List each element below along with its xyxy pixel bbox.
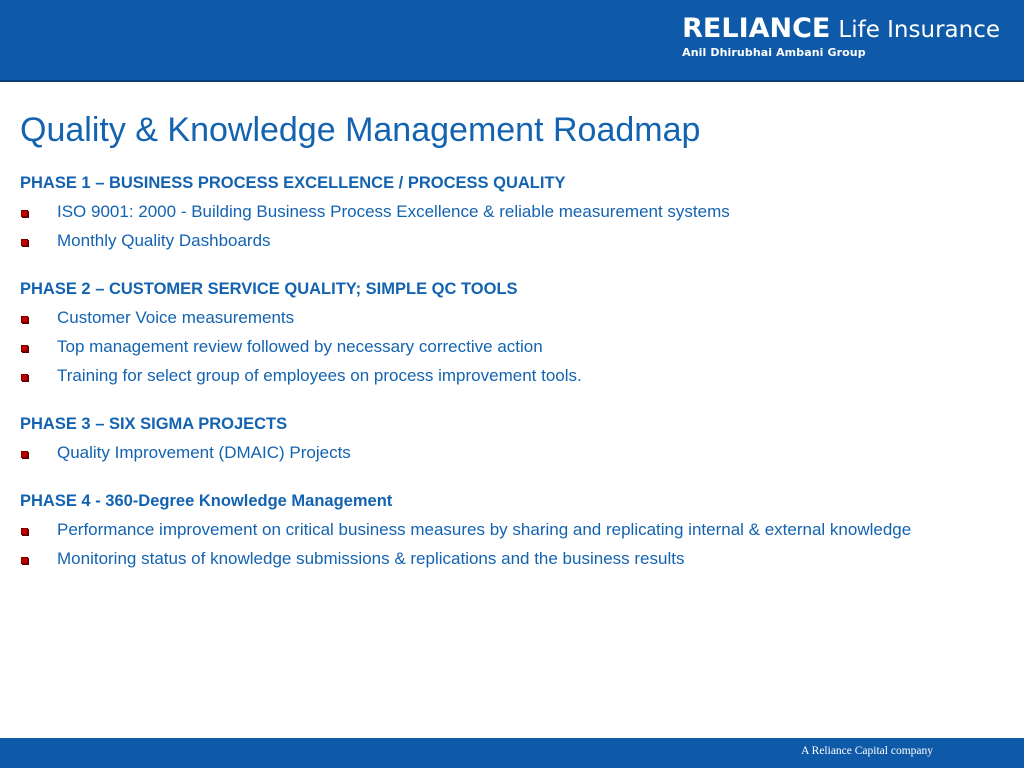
header-band — [0, 0, 1024, 82]
slide-content — [20, 108, 1000, 576]
bullet-list — [20, 200, 1000, 252]
footer-band — [0, 738, 1024, 768]
list-item-text: Quality Improvement (DMAIC) Projects — [57, 443, 351, 462]
square-bullet-icon — [21, 239, 28, 246]
bullet-list — [20, 441, 1000, 464]
phase-3 — [20, 413, 1000, 464]
logo-subtitle: Life Insurance — [838, 17, 1000, 43]
list-item-text: Top management review followed by necessary corrective action — [57, 337, 543, 356]
bullet-list — [20, 306, 1000, 387]
list-item — [20, 518, 1000, 541]
list-item — [20, 200, 1000, 223]
list-item-text: ISO 9001: 2000 - Building Business Process Excellence & reliable measurement systems — [57, 202, 730, 221]
footer-text: A Reliance Capital company — [801, 745, 933, 757]
list-item-text: Customer Voice measurements — [57, 308, 295, 327]
list-item — [20, 306, 1000, 329]
phase-4 — [20, 490, 1000, 570]
logo-group: Anil Dhirubhai Ambani Group — [682, 46, 866, 59]
logo-brand: RELIANCE — [682, 13, 831, 44]
list-item — [20, 229, 1000, 252]
square-bullet-icon — [21, 374, 28, 381]
phase-heading: PHASE 1 – BUSINESS PROCESS EXCELLENCE / PROCESS QUALITY — [20, 174, 566, 192]
logo-main — [682, 14, 1000, 45]
bullet-list — [20, 518, 1000, 570]
phase-1 — [20, 172, 1000, 252]
list-item-text: Training for select group of employees on process improvement tools. — [57, 366, 582, 385]
list-item — [20, 441, 1000, 464]
square-bullet-icon — [21, 316, 28, 323]
list-item-text: Monitoring status of knowledge submissions & replications and the business results — [57, 549, 685, 568]
list-item — [20, 547, 1000, 570]
list-item — [20, 335, 1000, 358]
square-bullet-icon — [21, 210, 28, 217]
square-bullet-icon — [21, 557, 28, 564]
square-bullet-icon — [21, 528, 28, 535]
phase-heading: PHASE 4 - 360-Degree Knowledge Management — [20, 492, 393, 510]
page-title: Quality & Knowledge Management Roadmap — [20, 111, 701, 149]
list-item-text: Monthly Quality Dashboards — [57, 231, 271, 250]
square-bullet-icon — [21, 451, 28, 458]
phase-heading: PHASE 2 – CUSTOMER SERVICE QUALITY; SIMPLE QC TOOLS — [20, 280, 518, 298]
list-item — [20, 364, 1000, 387]
phase-2 — [20, 278, 1000, 387]
square-bullet-icon — [21, 345, 28, 352]
phase-heading: PHASE 3 – SIX SIGMA PROJECTS — [20, 415, 288, 433]
reliance-logo — [682, 14, 1000, 59]
list-item-text: Performance improvement on critical business measures by sharing and replicating internal & external knowledge — [57, 520, 912, 539]
